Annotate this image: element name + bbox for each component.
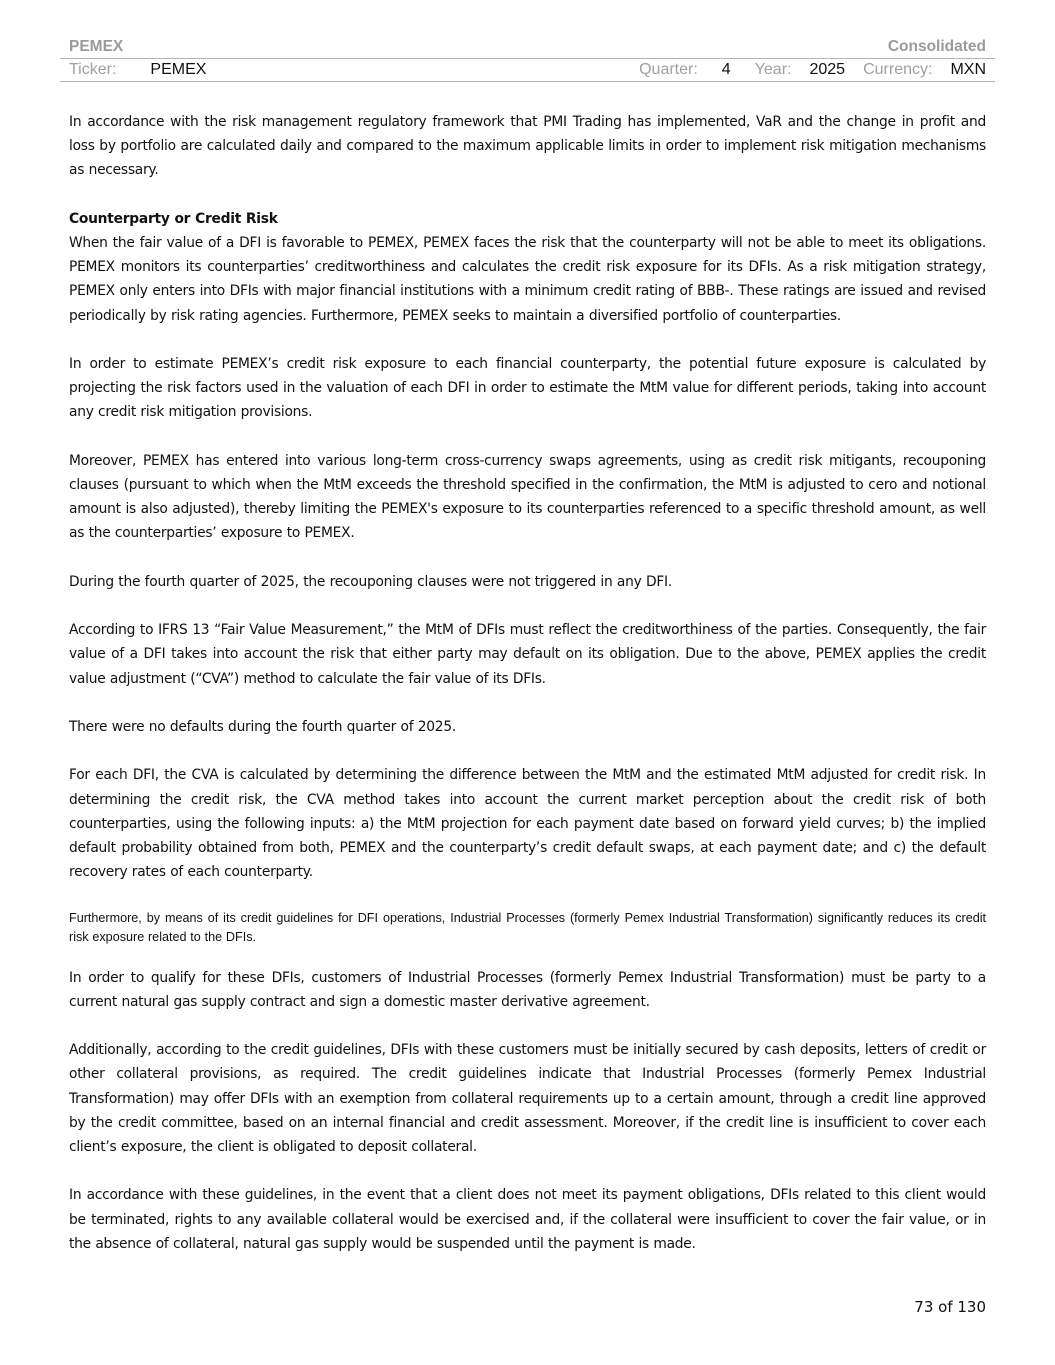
section-title-credit-risk: Counterparty or Credit Risk: [69, 210, 278, 227]
header-meta-row: [60, 59, 995, 82]
document-body: [69, 110, 986, 1280]
ticker-value: PEMEX: [150, 61, 207, 78]
report-scope: Consolidated: [887, 38, 986, 55]
paragraph-fair-value-risk: When the fair value of a DFI is favorable to PEMEX, PEMEX faces the risk that the counterparty will not be able to meet its obligations. PEMEX monitors its counterparties’ creditworthiness and calculates the credit risk exposure for its DFIs. As a risk mitigation strategy, PEMEX only enters into DFIs with major financial institutions with a minimum credit rating of BBB-. These ratings are issued and revised periodically by risk rating agencies. Furthermore, PEMEX seeks to maintain a diversified portfolio of counterparties.: [69, 235, 986, 324]
paragraph-recouponing: Moreover, PEMEX has entered into various long-term cross-currency swaps agreements, using as credit risk mitigants, recouponing clauses (pursuant to which when the MtM exceeds the threshold specified in the confirmation, the MtM is adjusted to cero and notional amount is also adjusted), thereby limiting the PEMEX's exposure to its counterparties referenced to a specific threshold amount, as well as the counterparties’ exposure to PEMEX.: [69, 452, 986, 542]
paragraph-collateral: Additionally, according to the credit guidelines, DFIs with these customers must be initially secured by cash deposits, letters of credit or other collateral provisions, as required. The credit guidelines indicate that Industrial Processes (formerly Pemex Industrial Transformation) may offer DFIs with an exemption from collateral requirements up to a certain amount, through a credit line approved by the credit committee, based on an internal financial and credit assessment. Moreover, if the credit line is insufficient to cover each client’s exposure, the client is obligated to deposit collateral.: [69, 1042, 986, 1155]
paragraph-credit-guidelines: Furthermore, by means of its credit guidelines for DFI operations, Industrial Processes (formerly Pemex Industrial Transformation) significantly reduces its credit risk exposure related to the DFIs.: [69, 910, 986, 945]
year-value: 2025: [809, 61, 846, 78]
paragraph-exposure-estimate: In order to estimate PEMEX’s credit risk exposure to each financial counterparty, the potential future exposure is calculated by projecting the risk factors used in the valuation of each DFI in order to estimate the MtM value for different periods, taking into account any credit risk mitigation provisions.: [69, 356, 986, 421]
header-title-row: [60, 36, 995, 59]
company-name: PEMEX: [69, 38, 124, 55]
paragraph-ifrs13: According to IFRS 13 “Fair Value Measurement,” the MtM of DFIs must reflect the creditworthiness of the parties. Consequently, the fair value of a DFI takes into account the risk that either party may default on its obligation. Due to the above, PEMEX applies the credit value adjustment (“CVA”) method to calculate the fair value of its DFIs.: [69, 622, 986, 687]
paragraph-cva-method: For each DFI, the CVA is calculated by determining the difference between the MtM and the estimated MtM adjusted for credit risk. In determining the credit risk, the CVA method takes into account the current market perception about the credit risk of both counterparties, using the following inputs: a) the MtM projection for each payment date based on forward yield curves; b) the implied default probability obtained from both, PEMEX and the counterparty’s credit default swaps, at each payment date; and c) the default recovery rates of each counterparty.: [69, 767, 986, 881]
currency-value: MXN: [950, 61, 986, 78]
year-label: Year:: [754, 61, 792, 78]
paragraph-termination: In accordance with these guidelines, in the event that a client does not meet its payment obligations, DFIs related to this client would be terminated, rights to any available collateral would be exercised and, if the collateral were insufficient to cover the fair value, or in the absence of collateral, natural gas supply would be suspended until the payment is made.: [69, 1187, 986, 1252]
report-header: [60, 36, 995, 82]
currency-label: Currency:: [863, 61, 933, 78]
quarter-value: 4: [721, 61, 731, 78]
ticker-label: Ticker:: [69, 61, 117, 78]
page-number: 73 of 130: [914, 1298, 986, 1316]
paragraph-risk-framework: In accordance with the risk management regulatory framework that PMI Trading has implemented, VaR and the change in profit and loss by portfolio are calculated daily and compared to the maximum applicable limits in order to implement risk mitigation mechanisms as necessary.: [69, 114, 986, 179]
paragraph-recouponing-q4: During the fourth quarter of 2025, the recouponing clauses were not triggered in any DFI.: [69, 573, 672, 590]
paragraph-qualification: In order to qualify for these DFIs, customers of Industrial Processes (formerly Pemex Industrial Transformation) must be party to a current natural gas supply contract and sign a domestic master derivative agreement.: [69, 969, 986, 1010]
paragraph-no-defaults: There were no defaults during the fourth quarter of 2025.: [69, 718, 457, 735]
quarter-label: Quarter:: [639, 61, 698, 78]
